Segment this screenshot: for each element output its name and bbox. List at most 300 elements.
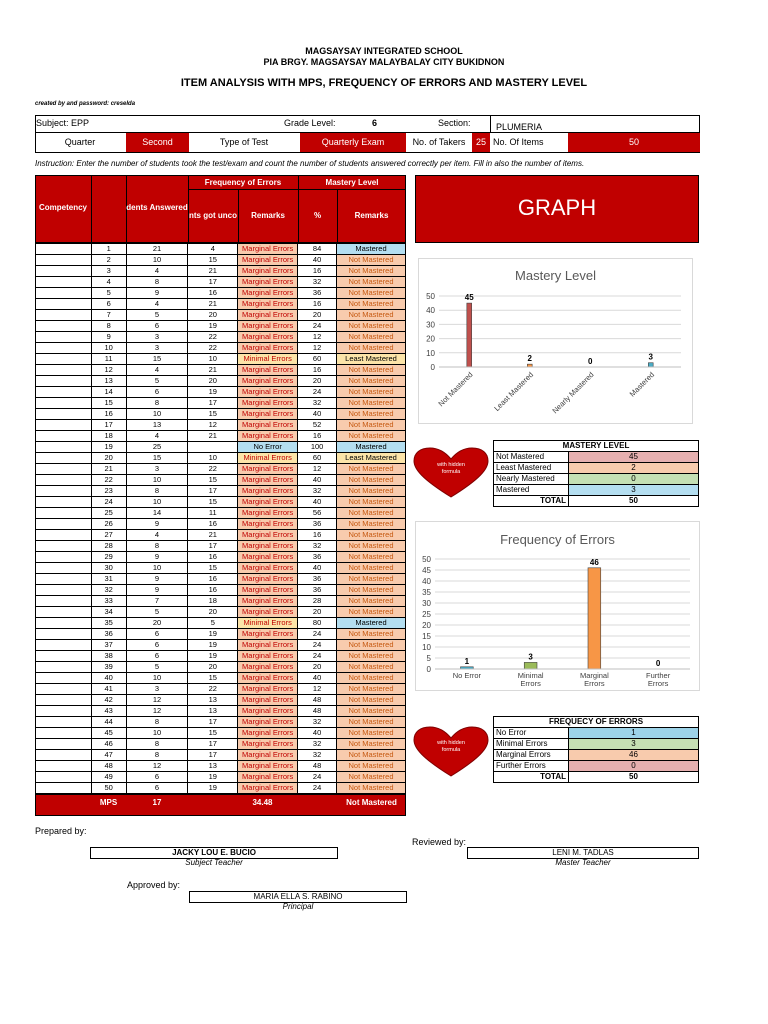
error-count: 22 (188, 684, 238, 695)
mastery-percent: 20 (298, 607, 337, 618)
mastery-percent: 84 (298, 244, 337, 255)
item-number: 8 (91, 321, 126, 332)
summary-label: Further Errors (494, 761, 569, 772)
item-number: 12 (91, 365, 126, 376)
error-count: 15 (188, 728, 238, 739)
table-row (36, 343, 406, 354)
mastery-percent: 12 (298, 332, 337, 343)
competency-cell (36, 585, 92, 596)
error-count: 5 (188, 618, 238, 629)
page-title: ITEM ANALYSIS WITH MPS, FREQUENCY OF ERRORS AND MASTERY LEVEL (180, 77, 588, 89)
error-count: 13 (188, 706, 238, 717)
table-row (36, 673, 406, 684)
item-number: 1 (91, 244, 126, 255)
mastery-percent: 52 (298, 420, 337, 431)
grade-value: 6 (372, 118, 378, 128)
graph-banner: GRAPH (415, 175, 699, 243)
error-count: 21 (188, 299, 238, 310)
error-count: 17 (188, 486, 238, 497)
header-answered: dents Answered (126, 203, 188, 212)
summary-label: No Error (494, 728, 569, 739)
mps-percent: 34.48 (252, 798, 273, 807)
mastery-remarks: Not Mastered (337, 343, 406, 354)
table-row (36, 530, 406, 541)
table-row (36, 508, 406, 519)
competency-cell (36, 695, 92, 706)
prepared-name: JACKY LOU E. BUCIO (90, 847, 338, 859)
error-remarks: Marginal Errors (238, 563, 298, 574)
table-row (36, 431, 406, 442)
item-table (35, 243, 406, 794)
y-tick-label: 5 (426, 654, 431, 663)
mastery-percent: 16 (298, 266, 337, 277)
competency-cell (36, 706, 92, 717)
data-label: 45 (464, 293, 474, 303)
error-remarks: Minimal Errors (238, 453, 298, 464)
table-row (36, 497, 406, 508)
y-tick-label: 50 (422, 555, 431, 564)
error-remarks: Marginal Errors (238, 728, 298, 739)
answered-count: 9 (126, 585, 188, 596)
error-count: 20 (188, 607, 238, 618)
header-error-remarks: Remarks (251, 211, 285, 220)
answered-count: 10 (126, 563, 188, 574)
error-count: 16 (188, 288, 238, 299)
reviewed-name: LENI M. TADLAS (467, 847, 699, 859)
answered-count: 8 (126, 277, 188, 288)
competency-cell (36, 563, 92, 574)
table-row (36, 387, 406, 398)
competency-cell (36, 431, 92, 442)
summary-label: Least Mastered (494, 463, 569, 474)
summary-value: 45 (569, 452, 699, 463)
item-number: 48 (91, 761, 126, 772)
error-remarks: Marginal Errors (238, 475, 298, 486)
answered-count: 6 (126, 387, 188, 398)
mastery-percent: 16 (298, 530, 337, 541)
error-remarks: Marginal Errors (238, 629, 298, 640)
mastery-remarks: Mastered (337, 244, 406, 255)
error-count: 18 (188, 596, 238, 607)
item-number: 21 (91, 464, 126, 475)
answered-count: 10 (126, 497, 188, 508)
data-label: 0 (588, 357, 593, 366)
answered-count: 6 (126, 321, 188, 332)
summary-row (494, 761, 699, 772)
error-count: 13 (188, 761, 238, 772)
competency-cell (36, 651, 92, 662)
mastery-percent: 20 (298, 376, 337, 387)
table-row (36, 706, 406, 717)
x-tick-label: Errors (647, 679, 669, 688)
competency-cell (36, 244, 92, 255)
instruction-text: Instruction: Enter the number of students took the test/exam and count the number of students answered correctly per item. Fill in also the number of items. (35, 159, 585, 168)
table-row (36, 244, 406, 255)
summary-row (494, 728, 699, 739)
table-row (36, 420, 406, 431)
answered-count: 4 (126, 299, 188, 310)
item-number: 7 (91, 310, 126, 321)
mastery-remarks: Not Mastered (337, 541, 406, 552)
mastery-remarks: Not Mastered (337, 640, 406, 651)
competency-cell (36, 354, 92, 365)
item-number: 38 (91, 651, 126, 662)
table-row (36, 640, 406, 651)
error-remarks: Marginal Errors (238, 640, 298, 651)
mastery-remarks: Not Mastered (337, 673, 406, 684)
x-tick-label: Least Mastered (492, 370, 536, 413)
reviewed-role: Master Teacher (555, 858, 611, 867)
error-count: 20 (188, 662, 238, 673)
summary-value: 1 (569, 728, 699, 739)
answered-count: 4 (126, 431, 188, 442)
mastery-remarks: Not Mastered (337, 717, 406, 728)
mastery-percent: 32 (298, 486, 337, 497)
error-count: 17 (188, 750, 238, 761)
error-count: 19 (188, 629, 238, 640)
error-count: 19 (188, 321, 238, 332)
mps-label: MPS (99, 798, 118, 807)
error-count: 16 (188, 552, 238, 563)
item-number: 35 (91, 618, 126, 629)
error-count: 16 (188, 574, 238, 585)
mastery-percent: 40 (298, 563, 337, 574)
mastery-remarks: Not Mastered (337, 728, 406, 739)
competency-cell (36, 750, 92, 761)
takers-value: 25 (472, 133, 490, 152)
answered-count: 10 (126, 673, 188, 684)
table-row (36, 761, 406, 772)
error-count: 19 (188, 772, 238, 783)
mastery-remarks: Not Mastered (337, 530, 406, 541)
header-mastery: Mastery Level (325, 178, 379, 187)
answered-count: 20 (126, 618, 188, 629)
table-row (36, 728, 406, 739)
y-tick-label: 30 (426, 320, 435, 330)
error-count: 22 (188, 343, 238, 354)
summary-row (494, 463, 699, 474)
table-row (36, 552, 406, 563)
mastery-remarks: Not Mastered (337, 332, 406, 343)
error-count: 12 (188, 420, 238, 431)
error-count: 19 (188, 387, 238, 398)
test-type-value: Quarterly Exam (300, 133, 406, 152)
data-label: 1 (464, 656, 470, 666)
competency-cell (36, 772, 92, 783)
mastery-percent: 20 (298, 310, 337, 321)
mastery-remarks: Not Mastered (337, 596, 406, 607)
table-row (36, 321, 406, 332)
table-row (36, 288, 406, 299)
item-number: 36 (91, 629, 126, 640)
error-count: 15 (188, 563, 238, 574)
mastery-remarks: Not Mastered (337, 552, 406, 563)
data-label: 0 (655, 659, 661, 668)
item-number: 9 (91, 332, 126, 343)
competency-cell (36, 255, 92, 266)
table-row (36, 464, 406, 475)
table-row (36, 772, 406, 783)
answered-count: 8 (126, 486, 188, 497)
error-count: 11 (188, 508, 238, 519)
mastery-remarks: Not Mastered (337, 376, 406, 387)
competency-cell (36, 332, 92, 343)
mastery-percent: 48 (298, 695, 337, 706)
answered-count: 15 (126, 354, 188, 365)
mastery-percent: 36 (298, 574, 337, 585)
mastery-percent: 32 (298, 717, 337, 728)
mastery-remarks: Not Mastered (337, 706, 406, 717)
x-tick-label: Errors (520, 679, 541, 688)
errors-chart (416, 522, 699, 690)
mastery-percent: 24 (298, 640, 337, 651)
competency-cell (36, 266, 92, 277)
mastery-remarks: Not Mastered (337, 431, 406, 442)
mastery-percent: 12 (298, 684, 337, 695)
mastery-percent: 24 (298, 783, 337, 794)
mastery-percent: 40 (298, 255, 337, 266)
table-row (36, 717, 406, 728)
competency-cell (36, 640, 92, 651)
data-label: 3 (528, 652, 533, 662)
competency-cell (36, 277, 92, 288)
competency-cell (36, 717, 92, 728)
item-number: 27 (91, 530, 126, 541)
mastery-remarks: Not Mastered (337, 266, 406, 277)
approved-name: MARIA ELLA S. RABINO (189, 891, 407, 903)
answered-count: 9 (126, 288, 188, 299)
data-label: 3 (648, 352, 653, 362)
answered-count: 14 (126, 508, 188, 519)
table-row (36, 277, 406, 288)
mastery-remarks: Not Mastered (337, 563, 406, 574)
table-row (36, 596, 406, 607)
mastery-remarks: Least Mastered (337, 453, 406, 464)
error-remarks: Marginal Errors (238, 266, 298, 277)
table-row (36, 629, 406, 640)
answered-count: 15 (126, 453, 188, 464)
competency-cell (36, 497, 92, 508)
y-tick-label: 30 (422, 599, 431, 608)
mastery-percent: 48 (298, 761, 337, 772)
mastery-remarks: Not Mastered (337, 464, 406, 475)
mastery-percent: 60 (298, 453, 337, 464)
mastery-remarks: Not Mastered (337, 409, 406, 420)
item-number: 29 (91, 552, 126, 563)
error-remarks: Marginal Errors (238, 662, 298, 673)
bar (588, 568, 601, 669)
x-tick-label: Further (646, 671, 671, 680)
competency-cell (36, 574, 92, 585)
item-number: 40 (91, 673, 126, 684)
section-value: PLUMERIA (496, 122, 543, 132)
summary-value: 2 (569, 463, 699, 474)
mastery-remarks: Not Mastered (337, 255, 406, 266)
mastery-percent: 32 (298, 750, 337, 761)
mastery-remarks: Not Mastered (337, 739, 406, 750)
quarter-value: Second (126, 133, 189, 152)
item-number: 31 (91, 574, 126, 585)
error-remarks: Marginal Errors (238, 255, 298, 266)
credit-note: created by and password: creselda (35, 101, 136, 107)
item-number: 3 (91, 266, 126, 277)
table-row (36, 684, 406, 695)
answered-count: 3 (126, 343, 188, 354)
mastery-percent: 16 (298, 431, 337, 442)
competency-cell (36, 739, 92, 750)
mastery-summary-table (493, 440, 699, 507)
mastery-remarks: Not Mastered (337, 299, 406, 310)
summary-value: 3 (569, 739, 699, 750)
mps-remarks: Not Mastered (346, 798, 397, 807)
competency-cell (36, 607, 92, 618)
item-number: 45 (91, 728, 126, 739)
y-tick-label: 40 (426, 306, 435, 316)
mastery-percent: 28 (298, 596, 337, 607)
competency-cell (36, 519, 92, 530)
item-number: 28 (91, 541, 126, 552)
mastery-percent: 24 (298, 387, 337, 398)
y-tick-label: 10 (422, 643, 431, 652)
item-number: 50 (91, 783, 126, 794)
heart-label-2 (412, 740, 490, 754)
answered-count: 8 (126, 541, 188, 552)
y-tick-label: 0 (430, 363, 435, 372)
section-label: Section: (438, 118, 471, 128)
answered-count: 5 (126, 607, 188, 618)
error-remarks: Marginal Errors (238, 761, 298, 772)
mastery-remarks: Not Mastered (337, 486, 406, 497)
competency-cell (36, 508, 92, 519)
mastery-remarks: Not Mastered (337, 310, 406, 321)
competency-cell (36, 398, 92, 409)
bar (524, 662, 537, 669)
approved-role: Principal (282, 902, 314, 911)
error-count: 20 (188, 310, 238, 321)
item-number: 42 (91, 695, 126, 706)
error-remarks: Marginal Errors (238, 706, 298, 717)
data-label: 2 (527, 354, 532, 364)
table-row (36, 299, 406, 310)
error-count: 17 (188, 739, 238, 750)
answered-count: 3 (126, 464, 188, 475)
item-number: 19 (91, 442, 126, 453)
competency-cell (36, 618, 92, 629)
error-remarks: Minimal Errors (238, 618, 298, 629)
mastery-remarks: Not Mastered (337, 783, 406, 794)
summary-label: Nearly Mastered (494, 474, 569, 485)
error-remarks: Marginal Errors (238, 519, 298, 530)
summary-value: 0 (569, 761, 699, 772)
error-remarks: Marginal Errors (238, 684, 298, 695)
item-number: 49 (91, 772, 126, 783)
chart-title: Mastery Level (515, 268, 596, 283)
heart-text-line: with hidden (437, 462, 465, 468)
error-count: 20 (188, 376, 238, 387)
x-tick-label: Errors (584, 679, 605, 688)
competency-cell (36, 387, 92, 398)
competency-cell (36, 343, 92, 354)
error-remarks: Marginal Errors (238, 398, 298, 409)
mastery-percent: 100 (298, 442, 337, 453)
error-remarks: Marginal Errors (238, 673, 298, 684)
error-remarks: Marginal Errors (238, 431, 298, 442)
error-remarks: No Error (238, 442, 298, 453)
error-count: 17 (188, 398, 238, 409)
y-tick-label: 15 (422, 632, 431, 641)
competency-cell (36, 420, 92, 431)
answered-count: 6 (126, 783, 188, 794)
error-remarks: Marginal Errors (238, 310, 298, 321)
mastery-percent: 12 (298, 464, 337, 475)
mastery-remarks: Not Mastered (337, 288, 406, 299)
mastery-percent: 16 (298, 365, 337, 376)
competency-cell (36, 288, 92, 299)
x-tick-label: Marginal (579, 671, 609, 680)
error-remarks: Marginal Errors (238, 739, 298, 750)
mastery-remarks: Not Mastered (337, 607, 406, 618)
mastery-percent: 40 (298, 673, 337, 684)
mastery-remarks: Mastered (337, 442, 406, 453)
item-number: 47 (91, 750, 126, 761)
answered-count: 7 (126, 596, 188, 607)
table-row (36, 574, 406, 585)
mastery-percent: 40 (298, 475, 337, 486)
error-remarks: Marginal Errors (238, 596, 298, 607)
bar (467, 303, 472, 367)
item-number: 13 (91, 376, 126, 387)
error-remarks: Marginal Errors (238, 486, 298, 497)
answered-count: 3 (126, 332, 188, 343)
error-count (188, 442, 238, 453)
error-count: 21 (188, 530, 238, 541)
competency-cell (36, 728, 92, 739)
mastery-percent: 32 (298, 541, 337, 552)
mastery-remarks: Not Mastered (337, 761, 406, 772)
mastery-percent: 48 (298, 706, 337, 717)
item-number: 43 (91, 706, 126, 717)
mastery-remarks: Not Mastered (337, 497, 406, 508)
summary-row (494, 750, 699, 761)
summary-total-label: TOTAL (494, 496, 569, 507)
mastery-percent: 36 (298, 519, 337, 530)
error-count: 15 (188, 409, 238, 420)
item-number: 15 (91, 398, 126, 409)
heart-text-line: with hidden (437, 740, 465, 746)
mastery-remarks: Not Mastered (337, 662, 406, 673)
item-number: 4 (91, 277, 126, 288)
summary-total-value: 50 (569, 772, 699, 783)
school-name: MAGSAYSAY INTEGRATED SCHOOL (305, 46, 463, 56)
header-freq-errors: Frequency of Errors (204, 178, 282, 187)
answered-count: 6 (126, 772, 188, 783)
answered-count: 9 (126, 552, 188, 563)
table-row (36, 354, 406, 365)
summary-title: MASTERY LEVEL (494, 441, 699, 452)
table-row (36, 376, 406, 387)
mastery-percent: 56 (298, 508, 337, 519)
error-remarks: Marginal Errors (238, 288, 298, 299)
item-number: 44 (91, 717, 126, 728)
mastery-percent: 24 (298, 629, 337, 640)
table-row (36, 563, 406, 574)
error-remarks: Marginal Errors (238, 585, 298, 596)
item-number: 32 (91, 585, 126, 596)
mastery-percent: 80 (298, 618, 337, 629)
answered-count: 9 (126, 574, 188, 585)
table-row (36, 310, 406, 321)
mastery-percent: 24 (298, 772, 337, 783)
